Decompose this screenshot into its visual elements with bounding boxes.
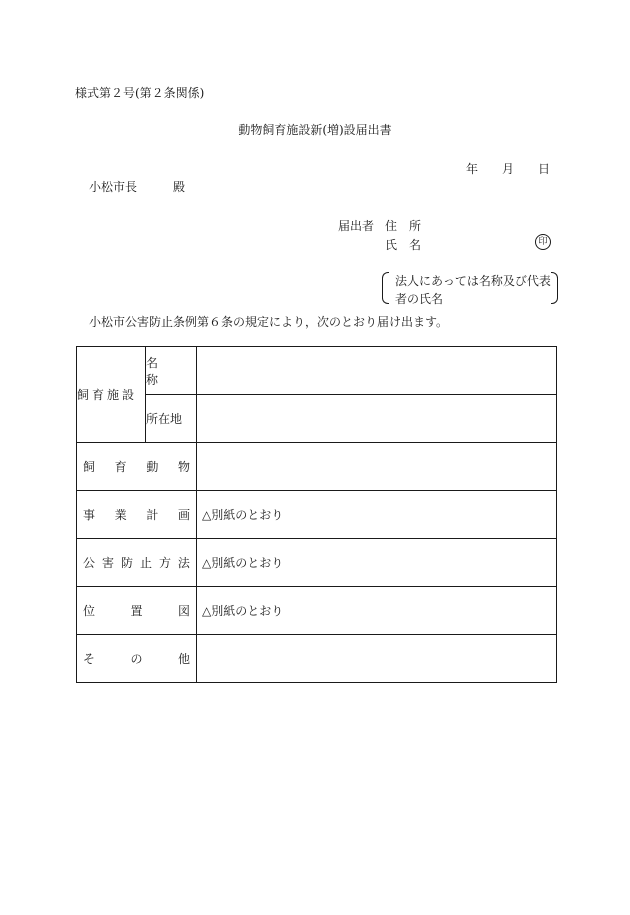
- row-value[interactable]: △別紙のとおり: [197, 539, 557, 587]
- business-plan-row: [77, 491, 557, 539]
- row-label: [77, 491, 197, 539]
- row-label: [77, 443, 197, 491]
- animals-row: [77, 443, 557, 491]
- row-label-char: 止: [139, 556, 152, 570]
- date-day-label: 日: [538, 162, 551, 176]
- row-label-char: 害: [101, 556, 114, 570]
- facility-label: 飼育施設: [77, 347, 146, 443]
- row-label-char: 図: [177, 604, 190, 618]
- row-label-char: 他: [177, 652, 190, 666]
- addressee-name: 小松市長: [89, 180, 138, 194]
- row-label: [77, 587, 197, 635]
- statement-text: 小松市公害防止条例第６条の規定により，次のとおり届け出ます。: [89, 315, 449, 329]
- row-label-char: 位: [83, 604, 96, 618]
- row-value[interactable]: [197, 635, 557, 683]
- row-label-chars: [83, 602, 190, 619]
- row-label: [77, 539, 197, 587]
- addressee: [89, 178, 185, 195]
- facility-location-value[interactable]: [197, 395, 557, 443]
- location-map-row: [77, 587, 557, 635]
- form-number: 様式第２号(第２条関係): [75, 86, 205, 100]
- row-value[interactable]: △別紙のとおり: [197, 587, 557, 635]
- notification-table: [76, 346, 557, 683]
- row-label-chars: [83, 506, 190, 523]
- facility-name-row: [77, 347, 557, 395]
- row-label-char: 画: [177, 508, 190, 522]
- row-label-char: そ: [83, 652, 96, 666]
- date-year-label: 年: [466, 162, 479, 176]
- document-title: 動物飼育施設新(増)設届出書: [238, 123, 392, 137]
- corporation-note-text: 法人にあっては名称及び代表者の氏名: [395, 274, 551, 306]
- applicant-label: 届出者: [338, 219, 375, 233]
- row-label: [77, 635, 197, 683]
- row-label-char: 動: [146, 460, 159, 474]
- other-row: [77, 635, 557, 683]
- row-label-char: 置: [130, 604, 143, 618]
- row-value[interactable]: △別紙のとおり: [197, 491, 557, 539]
- corporation-note: [382, 270, 558, 306]
- row-label-char: 防: [120, 556, 133, 570]
- row-label-char: 物: [177, 460, 190, 474]
- seal-mark: 印: [535, 234, 551, 250]
- facility-location-row: [77, 395, 557, 443]
- row-label-char: 方: [158, 556, 171, 570]
- left-bracket-icon: [382, 272, 389, 304]
- applicant-address-label: 住所: [385, 219, 434, 233]
- row-label-chars: [83, 554, 190, 571]
- row-value[interactable]: [197, 443, 557, 491]
- right-bracket-icon: [551, 272, 558, 304]
- row-label-char: 法: [177, 556, 190, 570]
- date-line: [466, 160, 550, 177]
- date-month-label: 月: [502, 162, 515, 176]
- pollution-prevention-row: [77, 539, 557, 587]
- row-label-char: 計: [146, 508, 159, 522]
- facility-name-label: 名称: [146, 347, 197, 395]
- table-body: [77, 443, 557, 683]
- row-label-char: 公: [83, 556, 96, 570]
- row-label-char: 飼: [83, 460, 96, 474]
- row-label-chars: [83, 650, 190, 667]
- row-label-char: 業: [114, 508, 127, 522]
- applicant-name-label: 氏名: [385, 238, 434, 252]
- row-label-char: 事: [83, 508, 96, 522]
- row-label-chars: [83, 458, 190, 475]
- facility-name-value[interactable]: [197, 347, 557, 395]
- addressee-honorific: 殿: [173, 180, 186, 194]
- facility-location-label: 所在地: [146, 395, 197, 443]
- row-label-char: の: [130, 652, 143, 666]
- row-label-char: 育: [114, 460, 127, 474]
